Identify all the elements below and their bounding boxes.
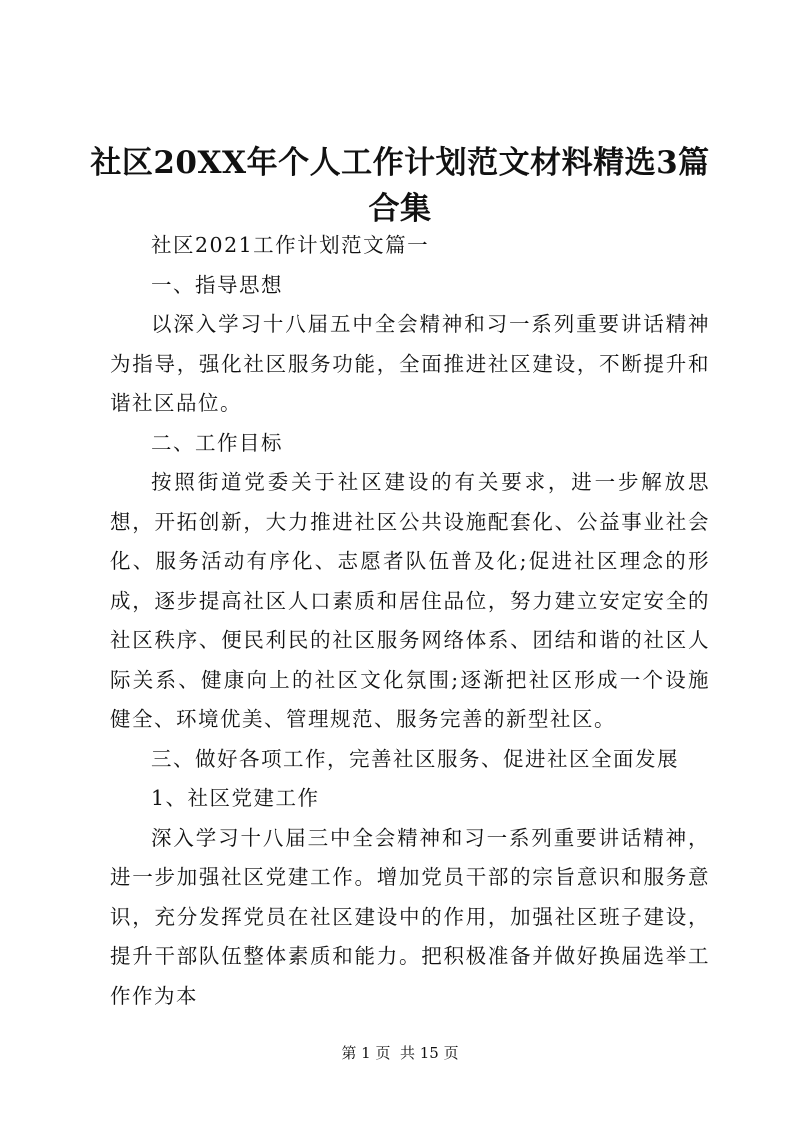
section-heading-work-goals: 二、工作目标: [151, 430, 283, 455]
paragraph-party-building: 深入学习十八届三中全会精神和习一系列重要讲话精神，进一步加强社区党建工作。增加党员干部的宗旨意识和服务意识，充分发挥党员在社区建设中的作用，加强社区班子建设，提升干部队伍整体素质和能力。把积极准备并做好换届选举工作作为本: [110, 825, 710, 1008]
page-footer: [0, 1043, 800, 1063]
page-number-label: 第 1 页 共 15 页: [341, 1044, 459, 1062]
section-heading-plan-one: 社区2021工作计划范文篇一: [151, 233, 430, 257]
subsection-heading-party-building: 1、社区党建工作: [151, 786, 320, 810]
document-title: 社区20XX年个人工作计划范文材料精选3篇合集: [90, 145, 710, 227]
section-heading-guiding-ideology: 一、指导思想: [151, 272, 283, 297]
section-heading-work-items: 三、做好各项工作，完善社区服务、促进社区全面发展: [151, 746, 679, 771]
paragraph-guiding-ideology: 以深入学习十八届五中全会精神和习一系列重要讲话精神为指导，强化社区服务功能，全面推进社区建设，不断提升和谐社区品位。: [110, 312, 710, 415]
document-body: [110, 226, 710, 1016]
paragraph-work-goals: 按照街道党委关于社区建设的有关要求，进一步解放思想，开拓创新，大力推进社区公共设施配套化、公益事业社会化、服务活动有序化、志愿者队伍普及化;促进社区理念的形成，逐步提高社区人口素质和居住品位，努力建立安定安全的社区秩序、便民利民的社区服务网络体系、团结和谐的社区人际关系、健康向上的社区文化氛围;逐渐把社区形成一个设施健全、环境优美、管理规范、服务完善的新型社区。: [110, 470, 710, 731]
